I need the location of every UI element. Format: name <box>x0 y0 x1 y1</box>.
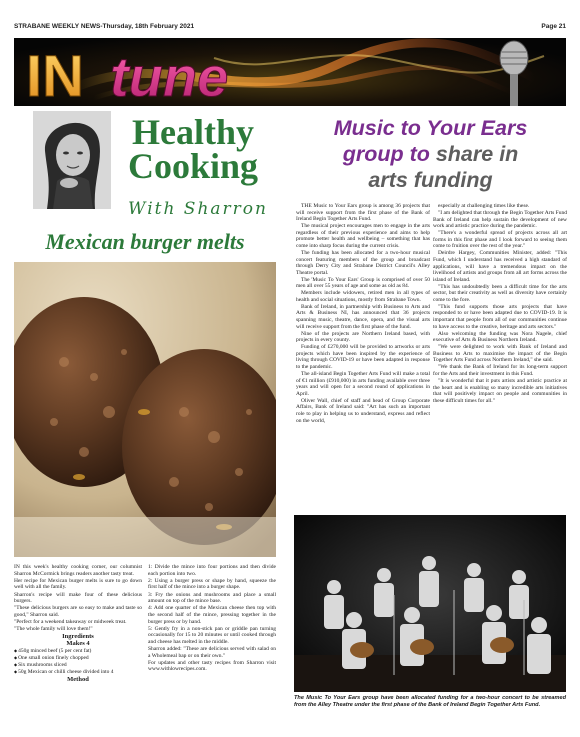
columnist-photo <box>33 111 111 209</box>
article-paragraph: Funding of £270,000 will be provided to artworks or arts projects which have been inspired by the experience of living through COVID-19 or have been adapted in response to the pandemic. <box>296 344 430 370</box>
banner-artwork <box>14 38 566 106</box>
ingredient-item: ◆ Six mushrooms sliced <box>14 662 142 669</box>
recipe-paragraph: Sharron's recipe will make four of these delicious burgers. <box>14 591 142 605</box>
recipe-paragraph: Her recipe for Mexican burger melts is sure to go down well with all the family. <box>14 577 142 591</box>
publication-line: STRABANE WEEKLY NEWS-Thursday, 18th February 2021 <box>14 23 195 30</box>
article-paragraph: "We were delighted to work with Bank of Ireland and Business to Arts to maximise the impact of the Begin Together Arts Fund across Northern Ireland," she said. <box>433 344 567 364</box>
banner-wordmark-tune: tune <box>110 45 229 106</box>
headline-line-3: arts funding <box>368 168 493 192</box>
method-heading: Method <box>67 675 89 683</box>
headline-line-2b: share in <box>435 142 519 166</box>
recipe-paragraph: "The whole family will love them!" <box>14 626 93 633</box>
article-paragraph: The all-island Begin Together Arts Fund will make a total of €1 million (£910,000) in arts funding available over three years and will open for a second round of applications in April. <box>296 370 430 397</box>
band-photo <box>294 515 566 692</box>
recipe-column-right <box>148 564 276 674</box>
ingredients-heading: Ingredients <box>62 632 94 640</box>
recipe-title: Mexican burger melts <box>45 229 245 254</box>
article-paragraph: Bank of Ireland, in partnership with Business to Arts and Arts & Business NI, has announced that 36 projects spanning music, theatre, dance, opera, and the visual arts will receive support from the first phase of the fund. <box>296 303 430 330</box>
article-paragraph: Members include widowers, retired men in all types of health and social situations, mostly from Strabane Town. <box>296 290 430 303</box>
article-paragraph: The 'Music To Your Ears' Group is comprised of over 50 men all over 55 years of age and some as old as 84. <box>296 276 430 290</box>
article-paragraph: Deirdre Hargey, Communities Minister, added: "This Fund, which I understand has received a high standard of applications, will have a tremendous impact on the livelihood of artists and groups from all art forms across the island of Ireland. <box>433 250 567 283</box>
recipe-paragraph: For updates and other tasty recipes from Sharron visit www.withlowrecipes.com. <box>148 659 276 673</box>
article-paragraph: "This fund supports those arts projects that have responded to or have been adapted due to COVID-19. It is important that people from all of our communities continue to have access to the creative, heritage and arts sectors." <box>433 303 567 330</box>
page-number: Page 21 <box>541 23 566 30</box>
article-paragraph: "It is wonderful that it puts artists and artistic practice at the heart and is enabling so many incredible arts initiatives that will positively impact on people and communities in these difficult times for all." <box>433 377 567 404</box>
method-step: 2: Using a burger press or shape by hand, squeeze the first half of the mince into a burger shape. <box>148 577 276 591</box>
method-step: 1: Divide the mince into four portions and then divide each portion into two. <box>148 564 276 577</box>
ingredient-item: ◆ 450g minced beef (5 per cent fat) <box>14 648 142 655</box>
article-paragraph: The funding has been allocated for a two-hour musical concert featuring members of the group and broadcast through Derry City and Strabane District Council's Alley Theatre portal. <box>296 249 430 276</box>
article-paragraph: "This has undoubtedly been a difficult time for the arts sector, but their creativity as well as diversity have certainly come to the fore. <box>433 283 567 303</box>
article-paragraph: "There's a wonderful spread of projects across all art forms in this first phase and I look forward to seeing them come to fruition over the rest of the year." <box>433 230 567 250</box>
headline-line-2a: group to <box>342 142 436 166</box>
article-paragraph: The musical project encourages men to engage in the arts regardless of their previous experience and aims to help promote better health and wellbeing – something that has come into sharp focus during the current crisis. <box>296 223 430 249</box>
method-step: 5: Gently fry in a non-stick pan or griddle pan turning occasionally for 15 to 20 minutes or until cooked through and cheese has melted in the middle. <box>148 625 276 645</box>
article-column-right <box>433 203 567 405</box>
recipe-paragraph: "These delicious burgers are so easy to make and taste so good," Sharron said. <box>14 605 142 618</box>
intune-banner <box>14 38 566 106</box>
burger-photo <box>14 262 276 557</box>
recipe-column-left <box>14 564 142 684</box>
recipe-paragraph: IN this week's healthy cooking corner, our columnist Sharron McCormick brings readers another tasty treat. <box>14 564 142 577</box>
makes-count: Makes 4 <box>66 639 90 647</box>
cooking-section-title: Healthy Cooking <box>128 112 259 186</box>
article-paragraph: Also welcoming the funding was Nora Nagele, chief executive of Arts & Business Northern Ireland. <box>433 330 567 344</box>
music-headline <box>295 115 566 193</box>
banner-wordmark-in: IN <box>26 44 84 106</box>
article-paragraph: "I am delighted that through the Begin Together Arts Fund Bank of Ireland can help sustain the development of new work and artistic practice during the pandemic. <box>433 209 567 230</box>
article-column-left <box>296 203 430 425</box>
recipe-paragraph: Sharron added: "These are delicious served with salad on a Wholemeal bap or on their own." <box>148 646 276 659</box>
article-paragraph: Nine of the projects are Northern Ireland based, with projects in every county. <box>296 330 430 344</box>
ingredient-item: ◆ 50g Mexican or chilli cheese divided into 4 <box>14 669 142 676</box>
article-paragraph: "We thank the Bank of Ireland for its long-term support for the Arts and their investment in this Fund. <box>433 364 567 377</box>
recipe-paragraph: "Perfect for a weekend takeaway or midweek treat. <box>14 619 127 626</box>
headline-line-1: Music to Your Ears <box>333 116 528 140</box>
article-paragraph: Oliver Wall, chief of staff and head of Group Corporate Affairs, Bank of Ireland said: "Art has such an important role to play in helping us to understand, express and reflect on the world, <box>296 397 430 424</box>
method-step: 4: Add one quarter of the Mexican cheese then top with the second half of the mince, pressing together in the burger press or by hand. <box>148 605 276 625</box>
cooking-byline: With Sharron <box>128 199 268 219</box>
article-paragraph: THE Music to Your Ears group is among 36 projects that will receive support from the first phase of the Bank of Ireland Begin Together Arts Fund. <box>296 203 430 223</box>
photo-caption: The Music To Your Ears group have been allocated funding for a two-hour concert to be streamed from the Alley Theatre under the first phase of the Bank of Ireland Begin Together Arts Fund. <box>294 695 566 708</box>
article-paragraph: especially at challenging times like these. <box>438 203 530 209</box>
method-step: 3: Fry the onions and mushrooms and place a small amount on top of the mince base. <box>148 591 276 605</box>
ingredient-item: ◆ One small onion finely chopped <box>14 655 142 662</box>
